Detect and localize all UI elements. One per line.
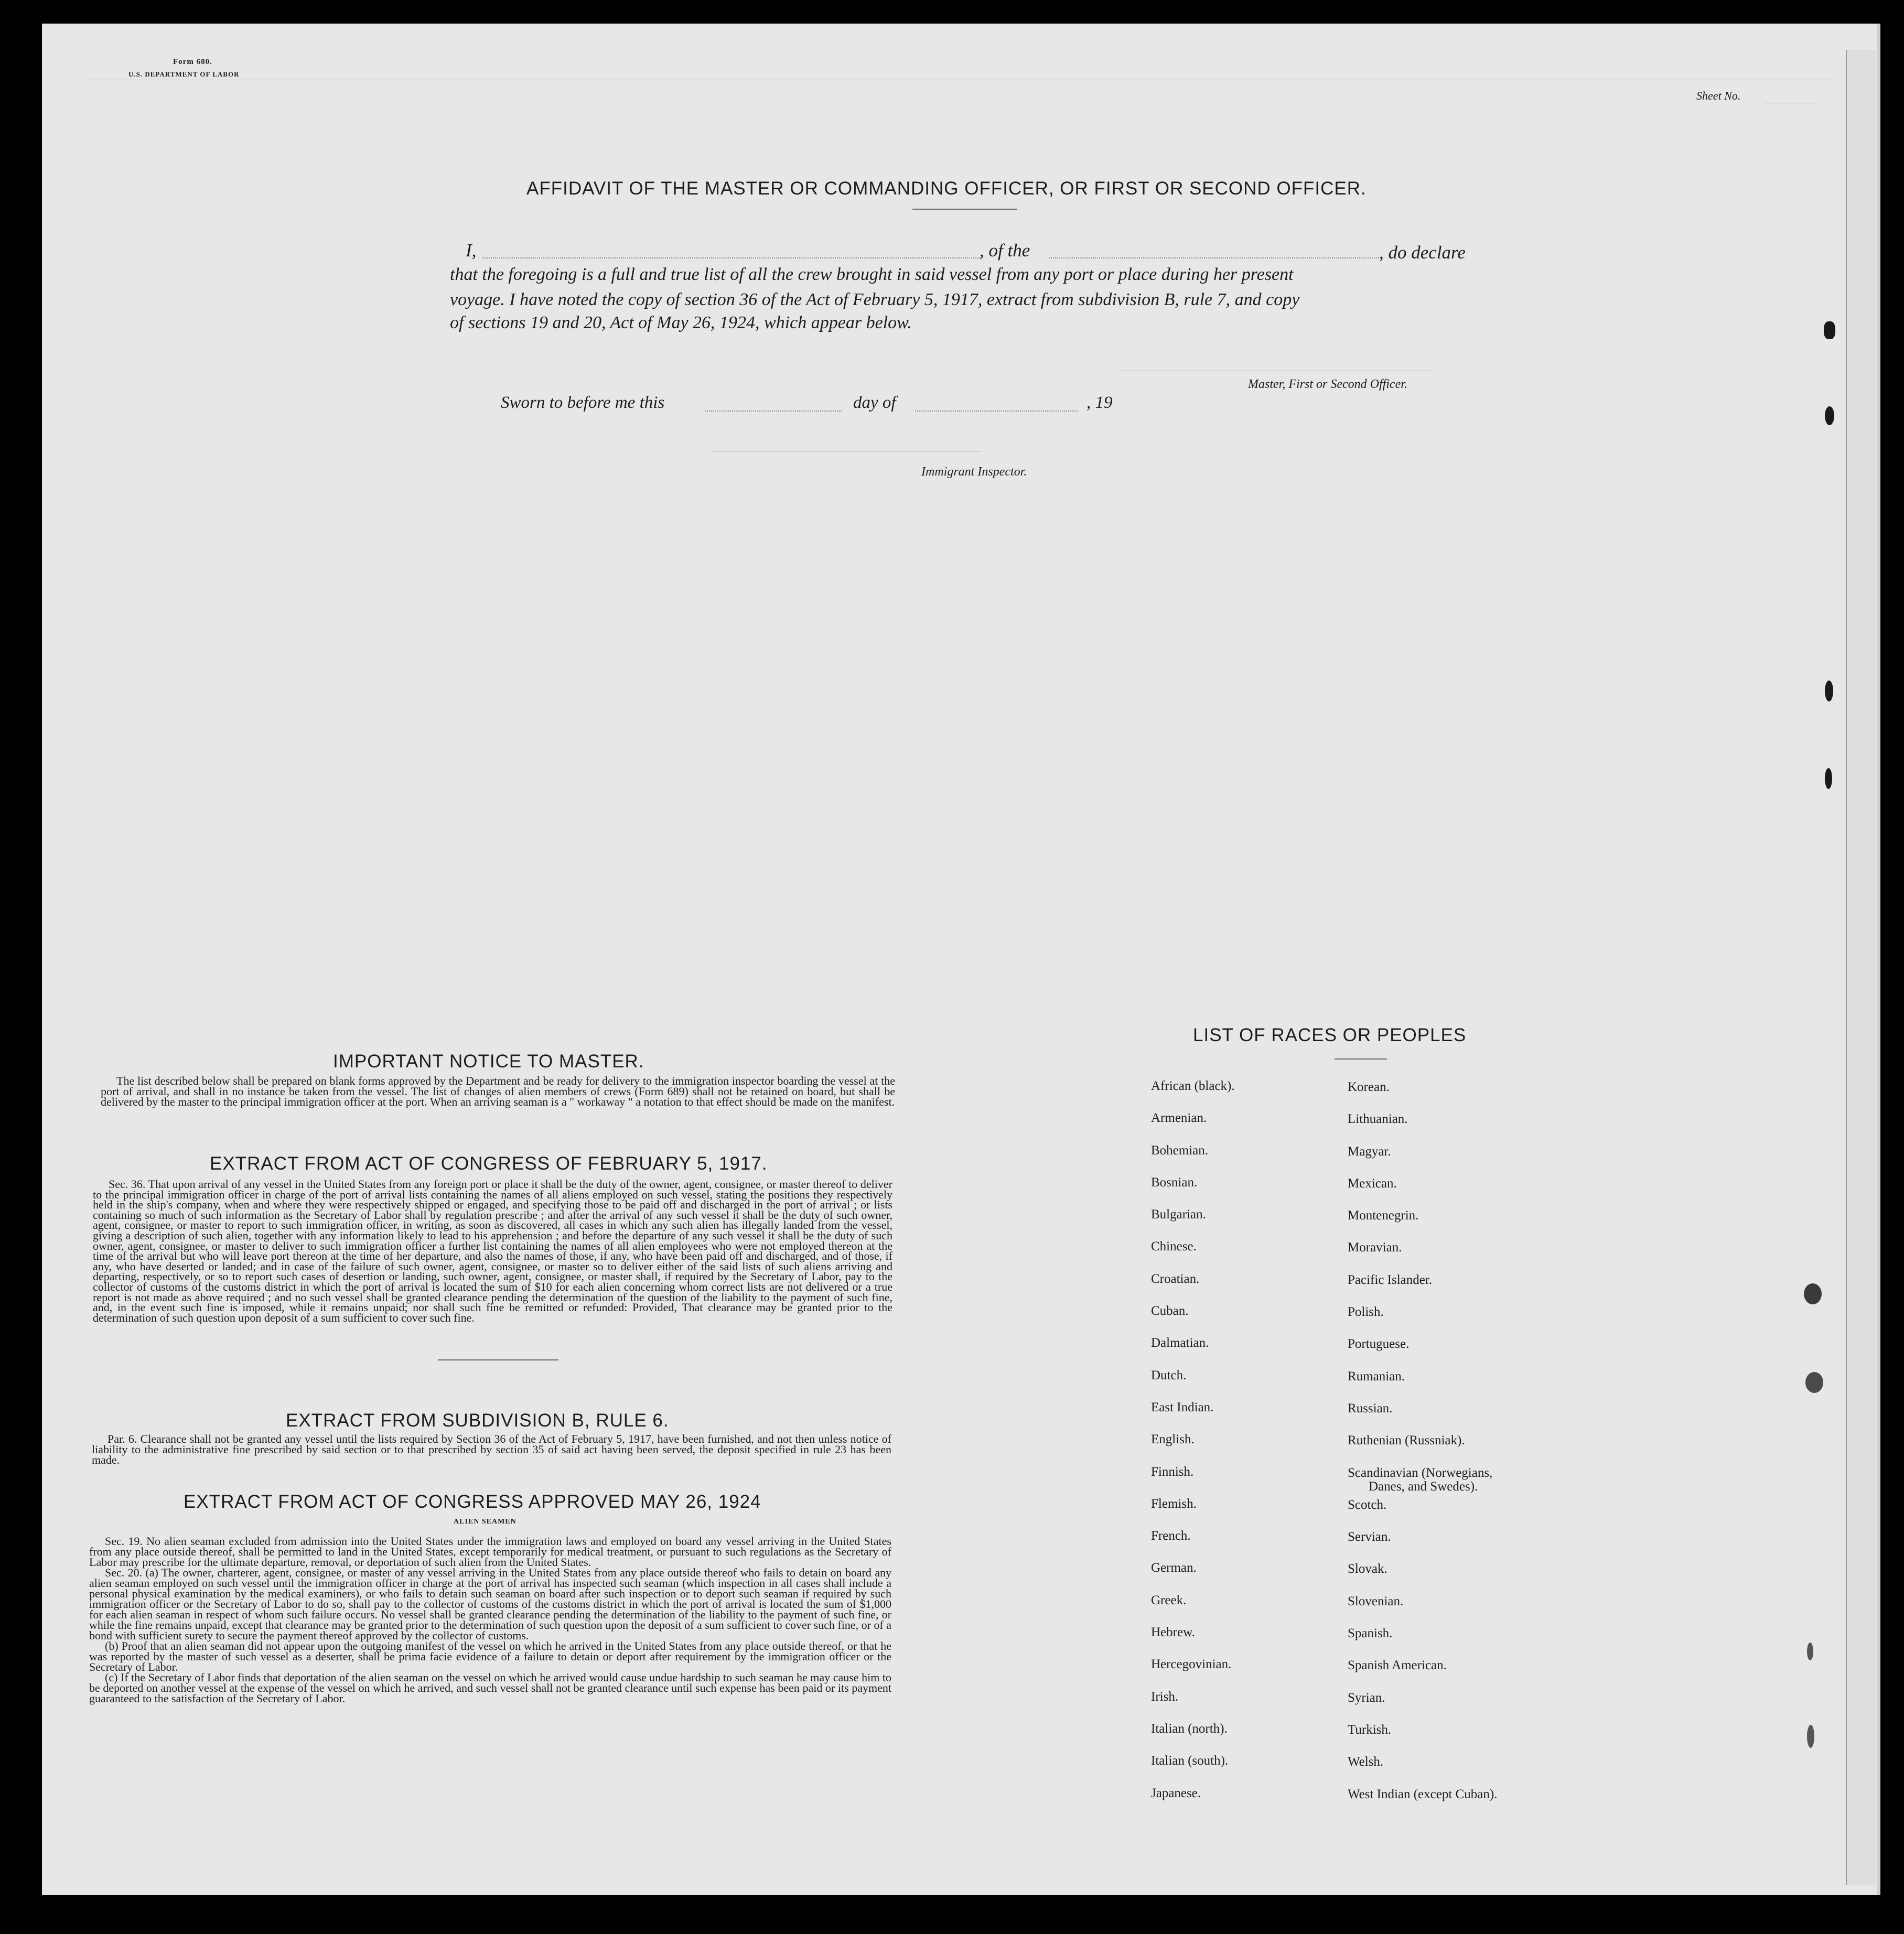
sworn-label: Sworn to before me this <box>501 393 665 412</box>
binding-hole <box>1825 680 1833 701</box>
race-item: Hercegovinian. <box>1151 1657 1232 1672</box>
race-item: Turkish. <box>1348 1722 1392 1737</box>
section-20c-paragraph: (c) If the Secretary of Labor finds that deportation of the alien seaman on the vessel on which he arrived would cause undue hardship to such seaman he may cause him to be deported on another vessel at the expense of the vessel on which he arrived, and such vessel shall not be granted clearance until such expense has been paid or its payment guaranteed to the satisfaction of the Secretary of Labor. <box>89 1671 891 1705</box>
extract-1924-text <box>89 1536 891 1704</box>
form-number: Form 680. <box>173 58 212 66</box>
extract-rule-title: EXTRACT FROM SUBDIVISION B, RULE 6. <box>286 1410 669 1431</box>
race-item: Italian (south). <box>1151 1754 1229 1768</box>
race-item: Dalmatian. <box>1151 1336 1209 1350</box>
extract-1917-text <box>93 1179 892 1323</box>
race-item: Bulgarian. <box>1151 1207 1206 1222</box>
race-item: Pacific Islander. <box>1348 1272 1433 1287</box>
race-item: Mexican. <box>1348 1176 1397 1191</box>
sworn-month-blank[interactable] <box>915 410 1078 412</box>
binding-hole <box>1824 321 1835 339</box>
binding-hole <box>1825 406 1834 425</box>
race-item: Portuguese. <box>1348 1337 1410 1352</box>
binding-hole <box>1825 768 1832 789</box>
race-item: Flemish. <box>1151 1496 1197 1511</box>
name-blank[interactable] <box>482 257 981 258</box>
section-20b-paragraph: (b) Proof that an alien seaman did not appear upon the outgoing manifest of the vessel on which he arrived in the United States from any place outside thereof, or that he was reported by the master of such vessel as a deserter, shall be prima facie evidence of a failure to detain or deport after requirement by the immigration officer or the Secretary of Labor. <box>89 1639 891 1673</box>
race-item: East Indian. <box>1151 1400 1214 1414</box>
notice-text <box>101 1076 895 1107</box>
extract-1924-subtitle: ALIEN SEAMEN <box>454 1518 517 1526</box>
race-item: Russian. <box>1348 1401 1393 1416</box>
binding-hole <box>1807 1643 1813 1660</box>
race-item: Scandinavian (Norwegians, <box>1348 1465 1493 1480</box>
race-item: German. <box>1151 1561 1197 1575</box>
race-item: Chinese. <box>1151 1239 1197 1254</box>
race-item: Magyar. <box>1348 1144 1391 1159</box>
race-item: Korean. <box>1348 1080 1390 1094</box>
race-item: Ruthenian (Russniak). <box>1348 1433 1465 1448</box>
race-item: Cuban. <box>1151 1304 1189 1319</box>
race-item: Rumanian. <box>1348 1369 1405 1384</box>
race-item: Greek. <box>1151 1593 1187 1607</box>
race-item: French. <box>1151 1529 1191 1543</box>
races-title-rule <box>1335 1058 1387 1060</box>
races-right-column <box>1348 1080 1497 1819</box>
section-19-paragraph: Sec. 19. No alien seaman excluded from admission into the United States under the immigration laws and employed on board any vessel arriving in the United States from any place outside thereof, shall be permitted to land in the United States, except temporarily for medical treatment, or pursuant to such regulations as the Secretary of Labor may prescribe for the ultimate departure, removal, or deportation of such alien from the United States. <box>89 1535 891 1569</box>
extract-rule-text <box>92 1434 891 1465</box>
affidavit-title: AFFIDAVIT OF THE MASTER OR COMMANDING OFFICER, OR FIRST OR SECOND OFFICER. <box>526 178 1367 199</box>
year-label: , 19 <box>1087 393 1113 412</box>
extract-divider-1 <box>438 1359 558 1360</box>
race-item: Japanese. <box>1151 1786 1201 1800</box>
races-title: LIST OF RACES OR PEOPLES <box>1193 1025 1467 1045</box>
affidavit-of-the: , of the <box>980 240 1030 261</box>
binding-hole <box>1804 1283 1822 1304</box>
sheet-number-label: Sheet No. <box>1696 89 1741 102</box>
affidavit-line-2: that the foregoing is a full and true list of all the crew brought in said vessel from any port or place during her present <box>450 265 1294 284</box>
day-of-label: day of <box>853 393 896 412</box>
affidavit-line-4: of sections 19 and 20, Act of May 26, 1924, which appear below. <box>450 313 912 332</box>
race-item: Armenian. <box>1151 1111 1207 1126</box>
race-item: Scotch. <box>1348 1497 1387 1512</box>
affidavit-declare: , do declare <box>1379 242 1466 263</box>
race-item: English. <box>1151 1432 1195 1447</box>
binding-hole <box>1807 1725 1814 1748</box>
race-item: Spanish American. <box>1348 1658 1447 1673</box>
race-item: Moravian. <box>1348 1240 1402 1255</box>
race-item: Montenegrin. <box>1348 1208 1419 1223</box>
affidavit-title-rule <box>912 209 1017 210</box>
race-item: Polish. <box>1348 1305 1384 1320</box>
extract-1917-title: EXTRACT FROM ACT OF CONGRESS OF FEBRUARY 5, 1917. <box>210 1153 768 1174</box>
notice-title: IMPORTANT NOTICE TO MASTER. <box>333 1051 644 1072</box>
race-item: Dutch. <box>1151 1368 1187 1382</box>
section-36-paragraph: Sec. 36. That upon arrival of any vessel in the United States from any foreign port or place it shall be the duty of the owner, agent, consignee, or master thereof to deliver to the principal immigration officer in charge of the port of arrival lists containing the names of all aliens employed on such vessel, stating the positions they respectively held in the ship's company, when and where they were respectively shipped or engaged, and specifying those to be paid off and discharged in the port of arrival ; or lists containing so much of such information as the Secretary of Labor shall by regulation prescribe ; and after the arrival of any such vessel it shall be the duty of such owner, agent, consignee, or master to report to such immigration officer, in writing, as soon as discovered, all cases in which any such alien has illegally landed from the vessel, giving a description of such alien, together with any information likely to lead to his apprehension ; and before the departure of any such vessel it shall be the duty of such owner, agent, consignee, or master to deliver to such immigration officer a further list containing the names of all alien employees who were not employed thereon at the time of the arrival but who will leave port thereon at the time of her departure, and also the names of those, if any, who have been paid off and discharged, and of those, if any, who have deserted or landed; and in case of the failure of such owner, agent, consignee, or master so to deliver either of the said lists of such aliens arriving and departing, respectively, or so to report such cases of desertion or landing, such owner, agent, consignee, or master shall, if required by the Secretary of Labor, pay to the collector of customs of the customs district in which the port of arrival is located the sum of $10 for each alien concerning whom correct lists are not delivered or a true report is not made as above required ; and no such vessel shall be granted clearance pending the determination of the question of the liability to the payment of such fine, and, in the event such fine is imposed, while it remains unpaid; nor shall such fine be remitted or refunded: Provided, That clearance may be granted prior to the determination of such question upon deposit of a sum sufficient to cover such fine. <box>93 1177 892 1324</box>
race-item: Slovenian. <box>1348 1594 1404 1608</box>
race-item: Syrian. <box>1348 1690 1385 1705</box>
race-item: Italian (north). <box>1151 1721 1228 1736</box>
race-item: Hebrew. <box>1151 1625 1195 1640</box>
races-left-column <box>1151 1079 1235 1818</box>
binding-hole <box>1805 1372 1823 1393</box>
sworn-day-blank[interactable] <box>705 410 842 412</box>
notice-paragraph: The list described below shall be prepared on blank forms approved by the Department and be ready for delivery to the immigration inspector boarding the vessel at the port of arrival, and shall in no instance be taken from the vessel. The list of changes of alien members of crews (Form 689) shall not be retained on board, but shall be delivered by the master to the principal immigration officer at the port. When an arriving seaman is a " workaway " a notation to that effect should be made on the manifest. <box>101 1074 895 1108</box>
page-edge <box>1846 50 1876 1885</box>
signature-label: Master, First or Second Officer. <box>1248 377 1407 391</box>
race-item: Bosnian. <box>1151 1175 1198 1190</box>
affidavit-i: I, <box>466 240 477 261</box>
race-item: Lithuanian. <box>1348 1112 1408 1127</box>
affidavit-line-3: voyage. I have noted the copy of section 36 of the Act of February 5, 1917, extract from subdivision B, rule 7, and copy <box>450 290 1300 309</box>
section-20a-paragraph: Sec. 20. (a) The owner, charterer, agent, consignee, or master of any vessel arriving in the United States from any place outside thereof who fails to detain on board any alien seaman employed on such vessel until the immigration officer in charge at the port of arrival has inspected such seaman (which inspection in all cases shall include a personal physical examination by the medical examiners), or who fails to detain such seaman on board after such inspection or to deport such seaman if required by such immigration officer or the Secretary of Labor to do so, shall pay to the collector of customs of the customs district in which the port of arrival is located the sum of $1,000 for each alien seaman in respect of whom such failure occurs. No vessel shall be granted clearance pending the determination of the liability to the payment of such fine, or while the fine remains unpaid, except that clearance may be granted prior to the determination of such question upon the deposit of a sum sufficient to cover such fine, or of a bond with sufficient surety to secure the payment thereof approved by the collector of customs. <box>89 1566 891 1642</box>
vessel-blank[interactable] <box>1049 257 1379 258</box>
race-item: African (black). <box>1151 1079 1235 1093</box>
race-item: Servian. <box>1348 1530 1391 1544</box>
race-item-continuation: Danes, and Swedes). <box>1369 1479 1478 1494</box>
race-item: West Indian (except Cuban). <box>1348 1787 1498 1801</box>
extract-1924-title: EXTRACT FROM ACT OF CONGRESS APPROVED MAY 26, 1924 <box>184 1492 761 1512</box>
race-item: Bohemian. <box>1151 1143 1209 1158</box>
race-item: Spanish. <box>1348 1626 1393 1641</box>
paragraph-6: Par. 6. Clearance shall not be granted any vessel until the lists required by Section 36 of the Act of February 5, 1917, have been furnished, and not then unless notice of liability to the administrative fine prescribed by said section or to that prescribed by section 35 of said act having been served, the deposit specified in rule 23 has been made. <box>92 1432 891 1466</box>
inspector-label: Immigrant Inspector. <box>921 465 1027 479</box>
race-item: Finnish. <box>1151 1464 1194 1479</box>
department-label: U.S. DEPARTMENT OF LABOR <box>128 70 240 78</box>
race-item: Slovak. <box>1348 1562 1387 1576</box>
race-item: Welsh. <box>1348 1755 1384 1769</box>
race-item: Irish. <box>1151 1689 1179 1704</box>
race-item: Croatian. <box>1151 1271 1200 1286</box>
